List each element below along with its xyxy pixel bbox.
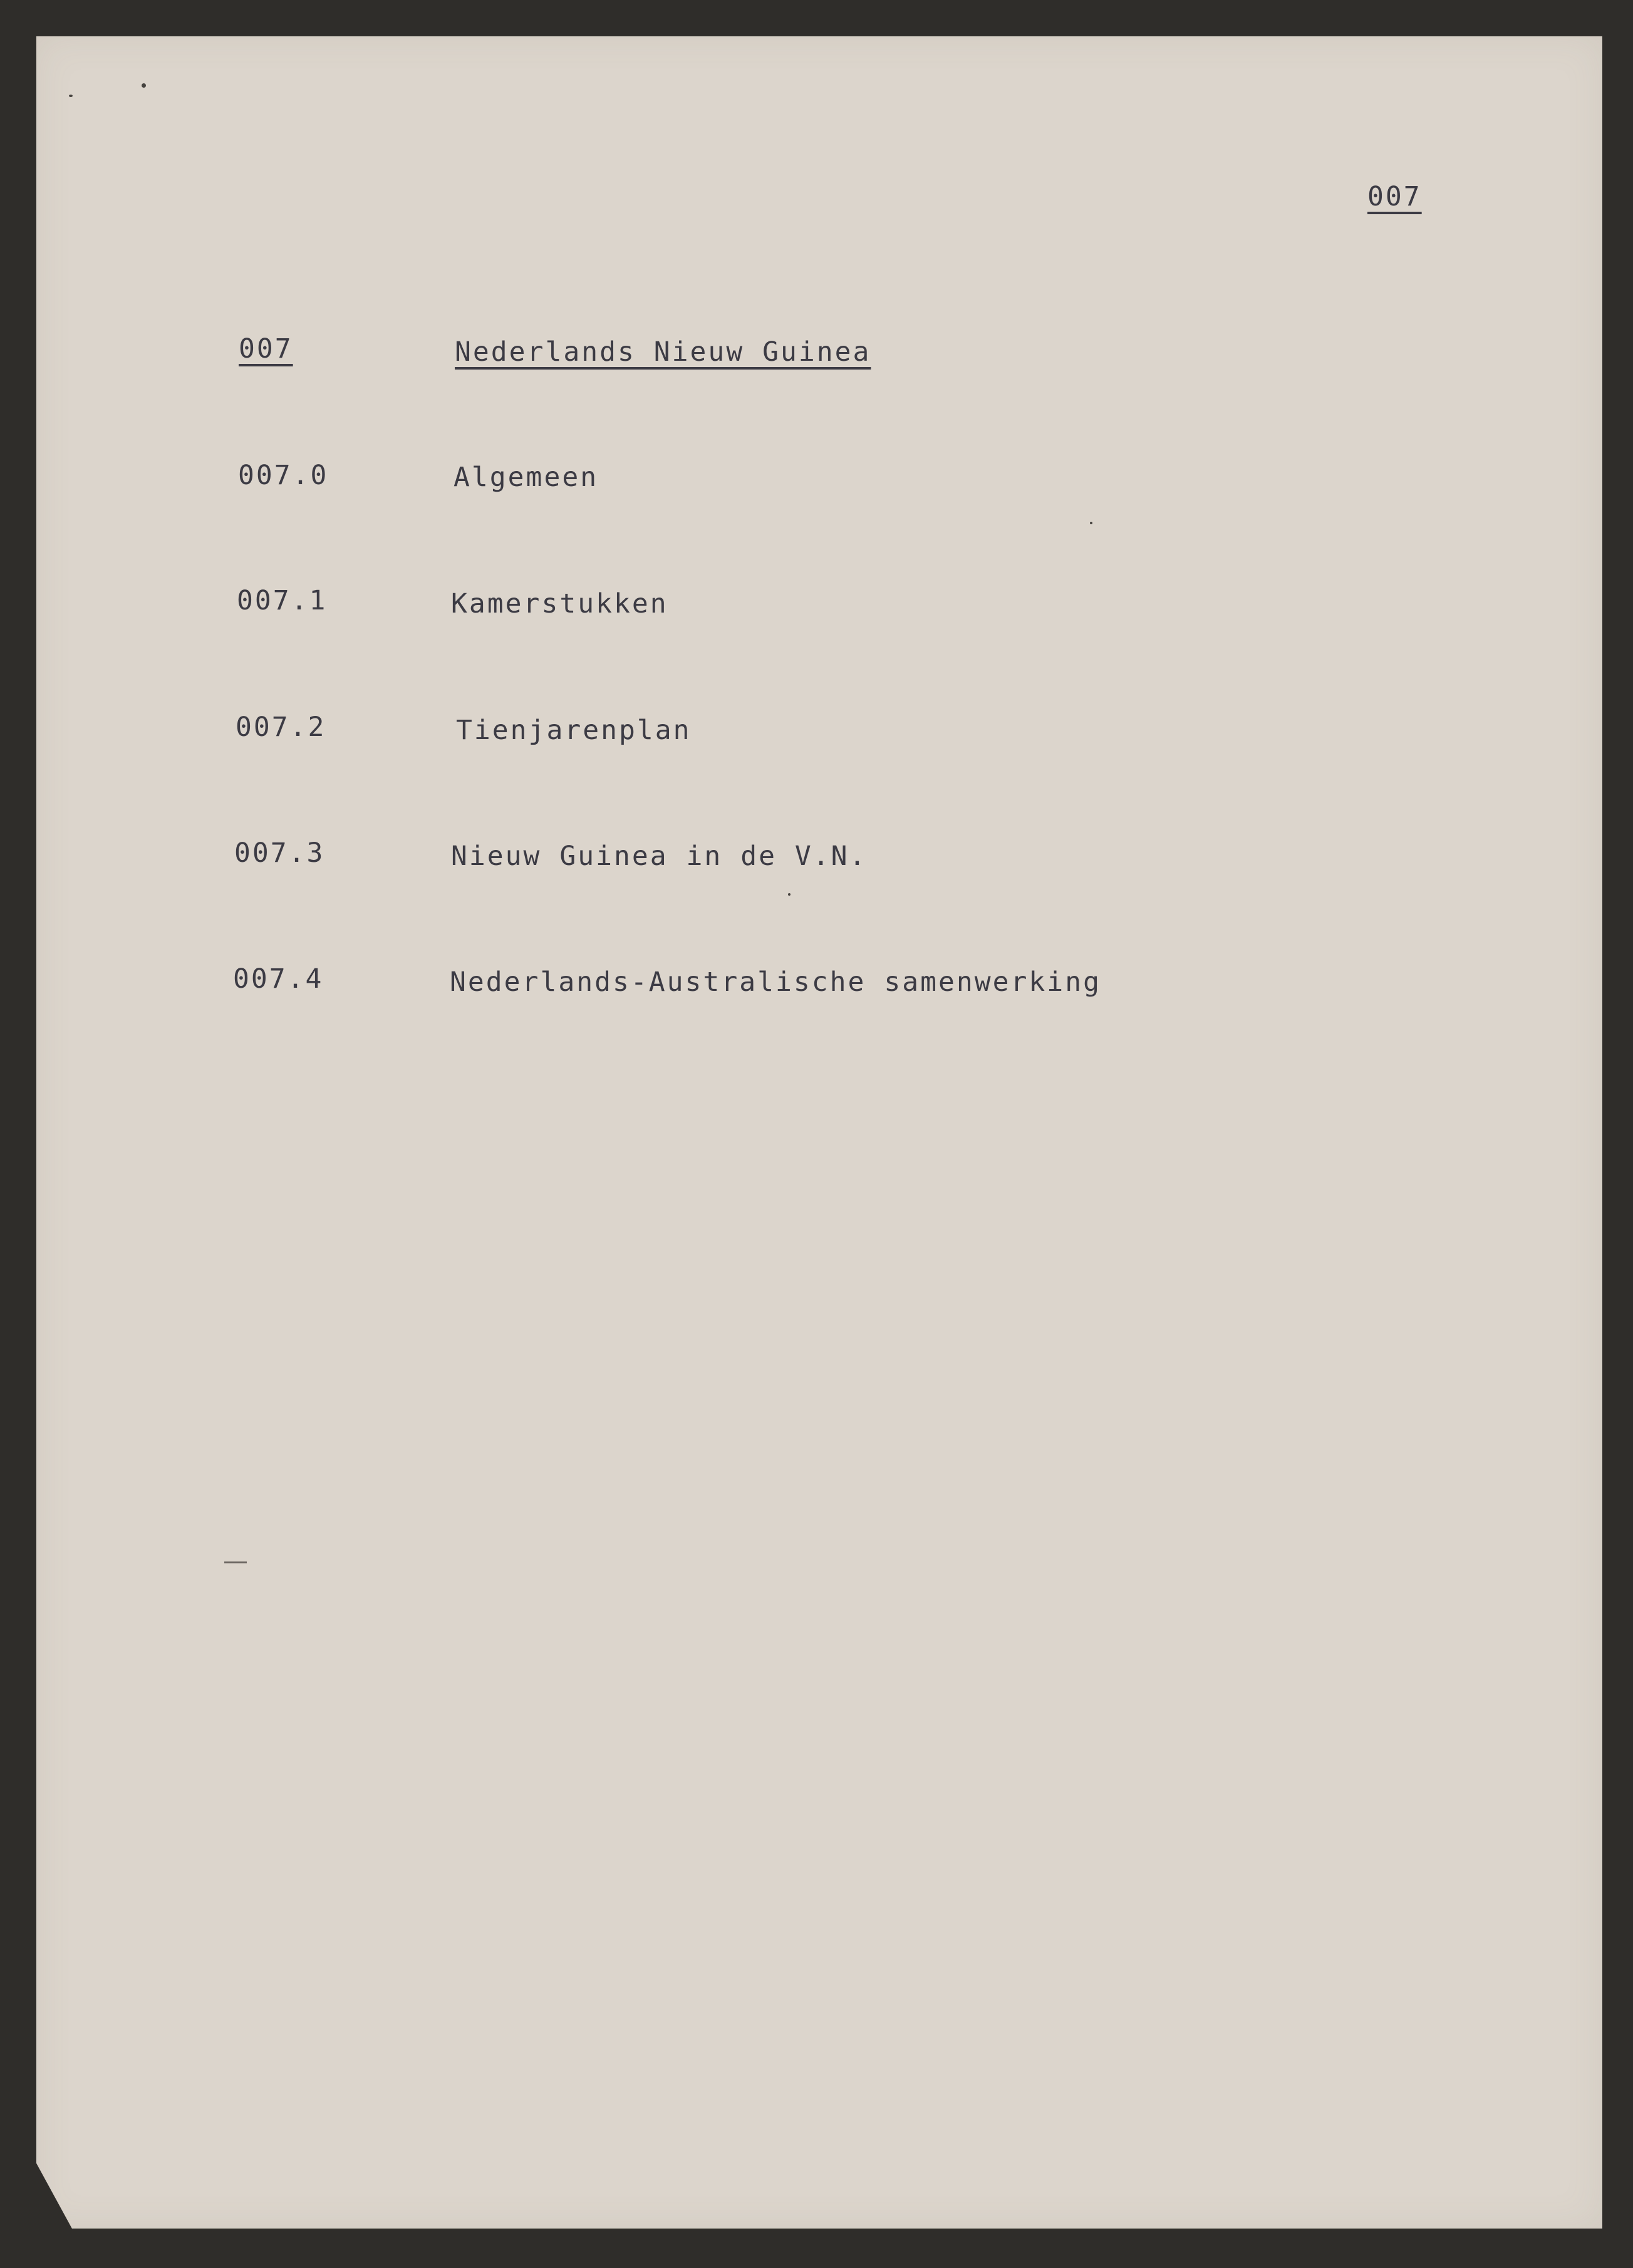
heading-title: Nederlands Nieuw Guinea	[455, 336, 871, 368]
ink-speck	[1090, 522, 1092, 524]
page-number: 007	[1367, 181, 1422, 212]
entry-title: Kamerstukken	[451, 588, 668, 619]
entry-title: Nieuw Guinea in de V.N.	[451, 841, 868, 872]
heading-code: 007	[239, 333, 293, 365]
entry-title: Algemeen	[454, 462, 599, 493]
document-sheet	[36, 36, 1602, 2229]
entry-code: 007.1	[237, 585, 328, 616]
entry-title: Tienjarenplan	[456, 715, 692, 746]
torn-corner	[35, 2161, 73, 2230]
ink-speck	[142, 83, 146, 88]
entry-code: 007.4	[233, 963, 324, 995]
entry-title: Nederlands-Australische samenwerking	[450, 966, 1101, 998]
entry-code: 007.2	[236, 712, 326, 743]
pencil-mark	[224, 1561, 247, 1563]
entry-code: 007.3	[234, 837, 325, 869]
ink-speck	[69, 95, 73, 97]
entry-code: 007.0	[238, 460, 329, 491]
ink-speck	[788, 893, 791, 896]
